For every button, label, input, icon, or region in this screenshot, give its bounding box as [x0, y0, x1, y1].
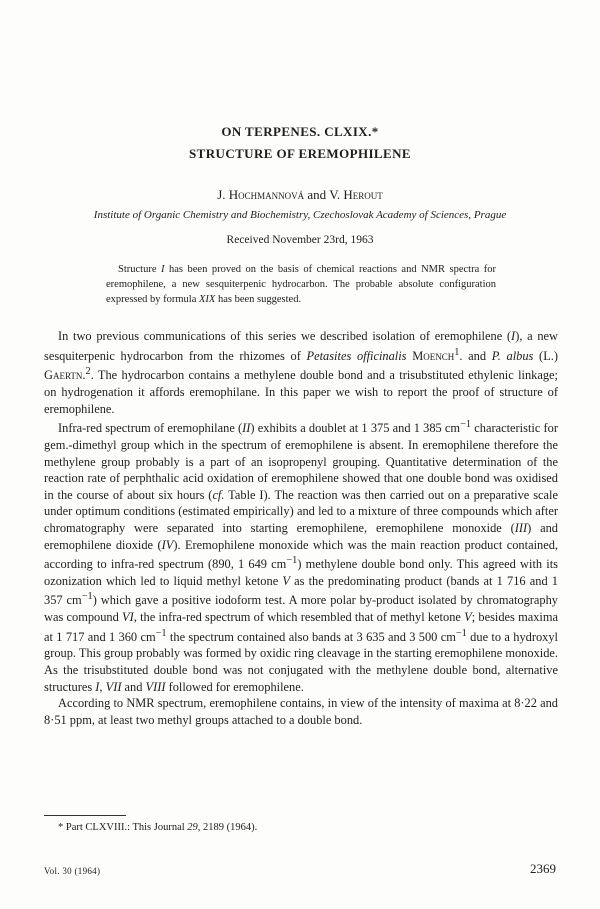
author-2-initial: V. — [329, 187, 344, 202]
article-title-line-2: STRUCTURE OF EREMOPHILENE — [189, 146, 411, 161]
received-date: Received November 23rd, 1963 — [226, 234, 374, 246]
abstract-paragraph: Structure I has been proved on the basis of chemical reactions and NMR spectra for eremophilene, a new sesquiterpenic hydrocarbon. The probable absolute configuration expressed by formula XIX has been suggested. — [106, 264, 496, 305]
article-title-line-1: ON TERPENES. CLXIX.* — [221, 124, 379, 139]
author-1-surname: Hochmannová — [228, 187, 305, 202]
abstract — [106, 262, 496, 307]
paragraph-2: Infra-red spectrum of eremophilane (II) exhibits a doublet at 1 375 and 1 385 $cm^{-1}$ characteristic for gem.-dimethyl group which in the spectrum of eremophilene is absent. In eremophilene therefore the methylene group probably is a part of an isopropenyl grouping. Quantitative determination of the reaction rate of perphthalic acid oxidation of eremophilene showed that one double bond was oxidised in the course of about six hours (cf. Table I). The reaction was then carried out on a preparative scale under optimum conditions (estimated empirically) and led to a mixture of three compounds which after chromatography were separated into starting eremophilene, eremophilene monoxide (III) and eremophilene dioxide (IV). Eremophilene monoxide which was the main reaction product contained, according to infra-red spectrum (890, 1 649 $cm^{-1}$) methylene double bond only. This agreed with its ozonization which led to liquid methyl ketone V as the predominating product (bands at 1 716 and 1 357 $cm^{-1}$) which gave a positive iodoform test. A more polar by-product isolated by chromatography was compound VI, the infra-red spectrum of which resembled that of methyl ketone V; besides maxima at 1 717 and 1 360 $cm^{-1}$ the spectrum contained also bands at 3 635 and 3 500 $cm^{-1}$ due to a hydroxyl group. This group probably was formed by oxidic ring cleavage in the starting eremophilene monoxide. As the trisubstituted double bond was not conjugated with the methylene double bond, alternative structures I, VII and VIII followed for eremophilene. — [44, 419, 559, 694]
authors — [0, 187, 600, 203]
paragraph-3: According to NMR spectrum, eremophilene contains, in view of the intensity of maxima at 8·22 and 8·51 ppm, at least two methyl groups attached to a double bond. — [44, 696, 558, 727]
authors-connector: and — [304, 187, 330, 202]
footnote-divider — [44, 815, 126, 816]
affiliation: Institute of Organic Chemistry and Biochemistry, Czechoslovak Academy of Sciences, Prague — [93, 209, 507, 221]
page-number: 2369 — [530, 861, 556, 876]
footnote: * Part CLXVIII.: This Journal 29, 2189 (1964). — [58, 822, 258, 833]
body-text — [44, 328, 558, 728]
paragraph-1: In two previous communications of this series we described isolation of eremophilene (I), a new sesquiterpenic hydrocarbon from the rhizomes of Petasites officinalis Moench$^1$. and P. albus (L.) Gaertn.$^2$. The hydrocarbon contains a methylene double bond and a trisubstituted ethylenic linkage; on hydrogenation it affords eremophilane. In this paper we wish to report the proof of structure of eremophilene. — [44, 329, 558, 416]
journal-volume: Vol. 30 (1964) — [44, 866, 101, 876]
author-1-initial: J. — [217, 187, 229, 202]
author-2-surname: Herout — [343, 187, 383, 202]
